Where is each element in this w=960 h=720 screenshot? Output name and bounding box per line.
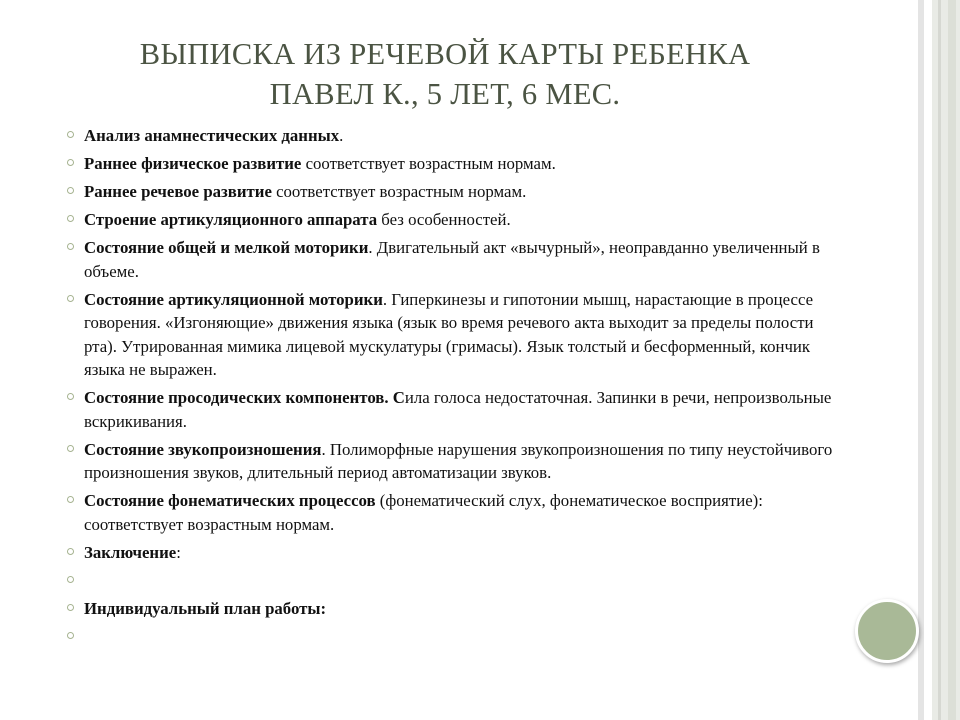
bullet-icon [67,548,74,555]
list-item [66,208,836,232]
item-text: . Полиморфные нарушения звукопроизношения по типу неустойчивого произношения звуков, длительный период автоматизации звуков. [84,439,833,482]
list-item [66,489,836,536]
item-heading: Раннее физическое развитие [84,154,302,173]
item-heading: Анализ анамнестических данных [84,126,340,145]
item-heading: Состояние артикуляционной моторики [84,289,383,309]
decorative-circle [855,599,919,663]
list-item [66,124,836,148]
list-item [66,438,836,485]
item-text: . [339,126,344,145]
bullet-icon [67,159,74,166]
list-item [66,541,836,565]
decorative-border [932,0,960,720]
item-heading: Состояние фонематических процессов [84,491,376,510]
bullet-icon [67,576,74,583]
bullet-icon [67,604,74,611]
item-heading: Состояние звукопроизношения [84,439,322,459]
bullet-list [66,124,836,653]
item-heading: Заключение [84,542,177,562]
item-text: соответствует возрастным нормам. [301,154,556,173]
bullet-icon [67,632,74,639]
decorative-strip [918,0,924,720]
bullet-icon [67,215,74,222]
item-text: соответствует возрастным нормам. [271,182,527,201]
item-heading: Раннее речевое развитие [84,182,272,201]
list-item [66,180,836,204]
list-item [66,597,836,621]
bullet-icon [67,393,74,400]
bullet-icon [67,445,74,452]
list-item [66,288,836,382]
slide-title [60,34,830,114]
item-text: . Двигательный акт «вычурный», неоправданно увеличенный в объеме. [84,238,820,281]
item-text: без особенностей. [377,210,511,229]
list-item [66,386,836,433]
item-text: ила голоса недостаточная. Запинки в речи, непроизвольные вскрикивания. [84,388,832,431]
title-line-2: ПАВЕЛ К., 5 ЛЕТ, 6 МЕС. [269,77,621,111]
title-line-1: ВЫПИСКА ИЗ РЕЧЕВОЙ КАРТЫ РЕБЕНКА [139,37,751,71]
item-heading: Состояние общей и мелкой моторики [84,238,369,257]
item-heading: Состояние просодических компонентов. С [84,388,405,407]
list-item [66,236,836,283]
item-heading: Строение артикуляционного аппарата [84,210,378,229]
bullet-icon [67,243,74,250]
bullet-icon [67,131,74,138]
bullet-icon [67,187,74,194]
item-heading: Индивидуальный план работы: [84,598,327,618]
item-text: : [176,542,181,562]
bullet-icon [67,496,74,503]
item-text: (фонематический слух, фонематическое восприятие): соответствует возрастным нормам. [84,491,763,534]
list-item-empty [66,625,836,649]
list-item [66,152,836,176]
item-text: . Гиперкинезы и гипотонии мышц, нарастающие в процессе говорения. «Изгоняющие» движения языка (язык во время речевого акта выходит за пределы полости рта). Утрированная мимика лицевой мускулатуры (гримасы). Язык толстый и бесформенный, кончик языка не выражен. [84,289,814,379]
bullet-icon [67,295,74,302]
list-item-empty [66,569,836,593]
